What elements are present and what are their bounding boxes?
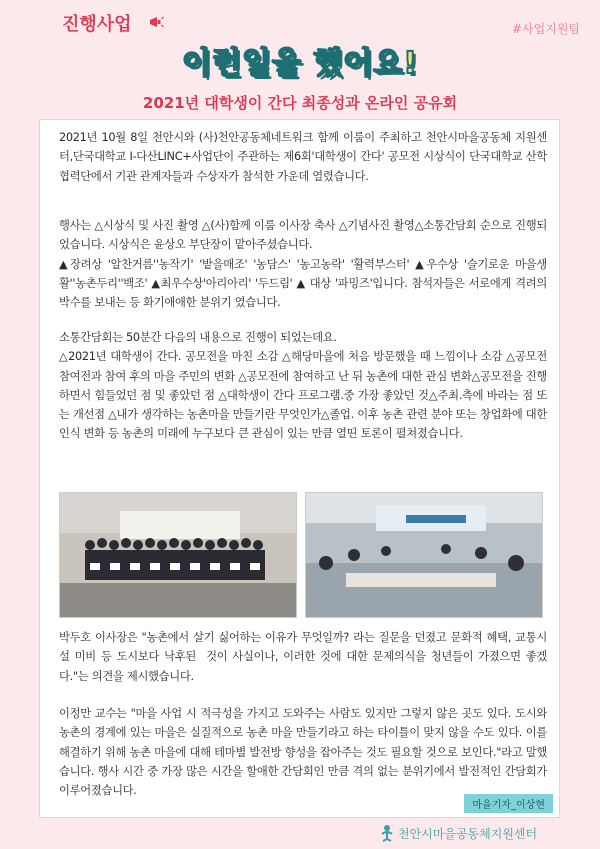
team-tag: #사업지원팀 [511,22,580,36]
article-paragraph: 행사는 △시상식 및 사진 촬영 △(사)함께 이룸 이사장 축사 △기념사진 촬영△소통간담회 순으로 진행되었습니다. 시상식은 윤상오 부단장이 맡아주셨습니다. ▲장려상 '알찬거름''농작기' '밭을매조' '농담스' '농고농락' '활력부스터' ▲우수상 '슬기로운 마을생활''농촌두리''백조' ▲최우수상'아리아리' '두드림' ▲ 대상 '파밍즈'입니다. 참석자들은 서로에게 격려의 박수를 보내는 등 화기애애한 분위기 였습니다. [59,219,547,310]
group-photo [59,492,297,618]
reporter-tag: 마을기자_이상현 [464,794,553,813]
article-paragraph: 박두호 이사장은 "농촌에서 살기 싫어하는 이유가 무엇일까? 라는 질문을 던졌고 문화적 혜택, 교통시설 미비 등 도시보다 낙후된 것이 사실이나, 이러한 것에 대한 문제의식을 청년들이 가졌으면 좋겠다."는 의견을 제시했습니다. [59,631,548,683]
page-subtitle: 2021년 대학생이 간다 최종성과 온라인 공유회 [142,94,458,112]
article-panel [39,119,560,818]
article-paragraph: 이정만 교수는 "마을 사업 시 적극성을 가지고 도와주는 사람도 있지만 그렇지 않은 곳도 있다. 도시와 농촌의 경계에 있는 마을은 실질적으로 농촌 마을 만들기라고 하는 타이틀이 맞지 않을 수도 있다. 이를 해결하기 위해 농촌 마을에 대해 테마별 발전방 향성을 잡아주는 것도 필요할 것으로 보인다."라고 말했습니다. 행사 시간 중 가장 많은 시간을 할애한 간담회인 만큼 격의 없는 분위기에서 발전적인 간담회가 이루어졌습니다. [59,707,551,798]
article-paragraph: 2021년 10월 8일 천안시와 (사)천안공동체네트워크 함께 이룸이 주최하고 천안시마을공동체 지원센터,단국대학교 I-다산LINC+사업단이 주관하는 제6회'대학생이 간다' 공모전 시상식이 단국대학교 산학협력단에서 기관 관계자들과 수상자가 참석한 가운데 열렸습니다. [59,131,547,183]
person-mark-icon [380,824,394,842]
page-title: 이런일을 했어요! [182,46,418,81]
footer-org-name: 천안시마을공동체지원센터 [398,826,538,841]
discussion-photo [305,492,543,618]
page-header [0,0,600,120]
article-paragraph: 소통간담회는 50분간 다음의 내용으로 진행이 되었는데요. △2021년 대학생이 간다. 공모전을 마친 소감 △해당마을에 처음 방문했을 때 느낌이나 소감 △공모전 참여전과 참여 후의 마을 주민의 변화 △공모전에 참여하고 난 뒤 농촌에 대한 관심 변화△공모전을 진행하면서 힘들었던 점 및 좋았던 점 △대학생이 간다 프로그램.중 가장 좋았던 것△주최.측에 바라는 점 또는 개선점 △내가 생각하는 농촌마을 만들기란 무엇인가△졸업. 이후 농촌 관련 분야 또는 창업화에 대한 인식 변화 등 농촌의 미래에 누구보다 큰 관심이 있는 만큼 열띤 토론이 펼쳐졌습니다. [59,331,547,441]
footer-logo [380,822,580,844]
megaphone-icon [148,14,164,30]
section-badge: 진행사업 [62,14,132,35]
